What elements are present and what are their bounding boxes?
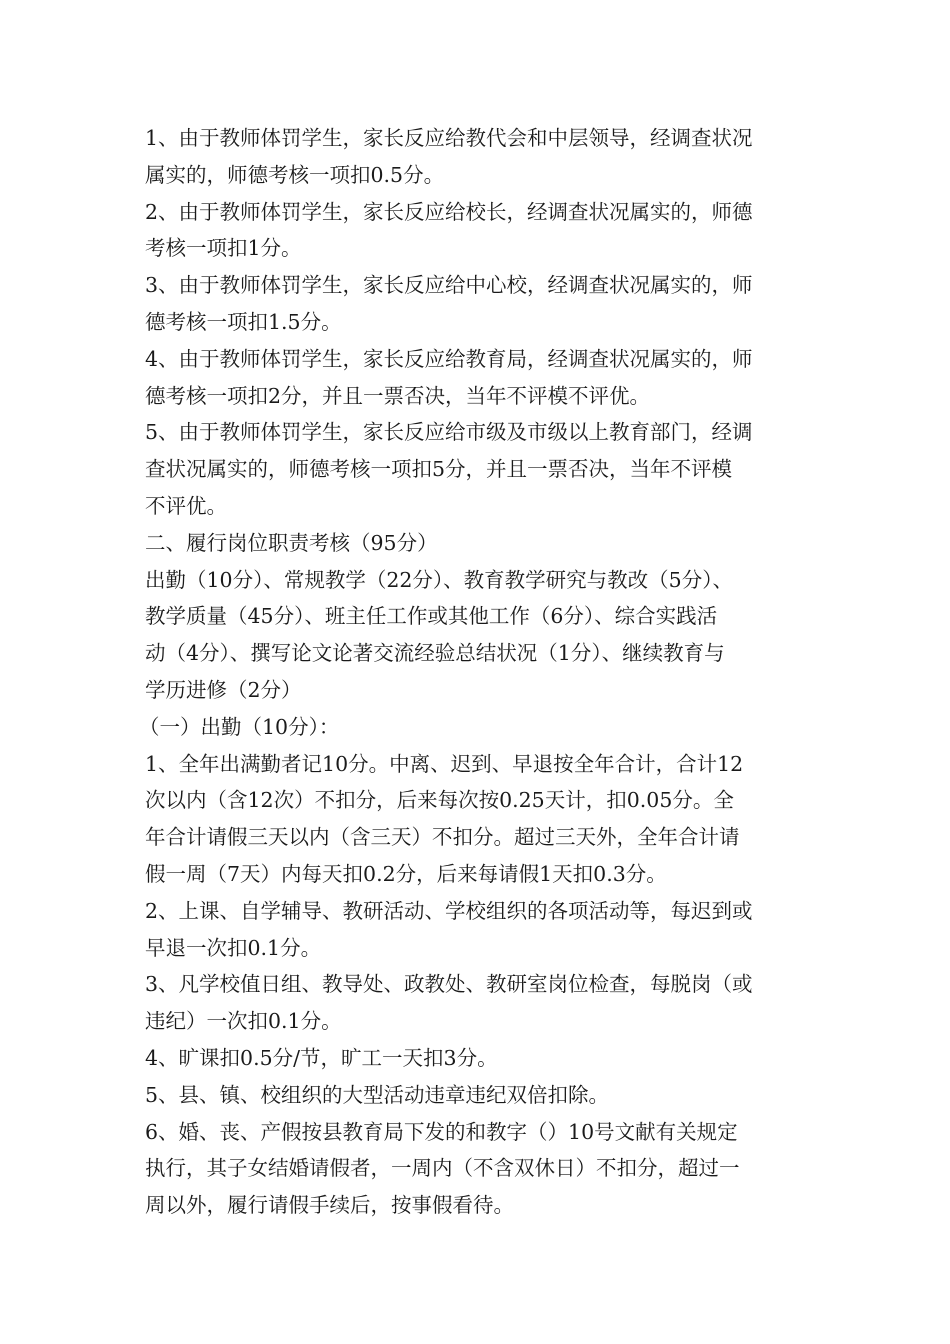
paragraph-rule-1 (145, 120, 810, 194)
text-line: 德考核一项扣1.5分。 (145, 309, 342, 334)
paragraph-attendance-1 (145, 746, 810, 893)
text-line: 3、凡学校值日组、教导处、政教处、教研室岗位检查，每脱岗（或 (145, 972, 753, 997)
text-line: 早退一次扣0.1分。 (145, 935, 322, 960)
paragraph-rule-5 (145, 414, 810, 524)
text-line: 学历进修（2分） (145, 677, 302, 702)
text-line: 6、婚、丧、产假按县教育局下发的和教字（）10号文献有关规定 (145, 1119, 738, 1144)
heading-line: 二、履行岗位职责考核（95分） (145, 530, 438, 555)
text-line: 年合计请假三天以内（含三天）不扣分。超过三天外，全年合计请 (145, 825, 740, 850)
paragraph-attendance-4 (145, 1040, 810, 1077)
text-line: 执行，其子女结婚请假者，一周内（不含双休日）不扣分，超过一 (145, 1156, 740, 1181)
paragraph-attendance-2 (145, 893, 810, 967)
text-line: 德考核一项扣2分，并且一票否决，当年不评模不评优。 (145, 383, 651, 408)
heading-line: （一）出勤（10分）： (139, 714, 340, 739)
text-line: 5、由于教师体罚学生，家长反应给市级及市级以上教育部门，经调 (145, 420, 753, 445)
text-line: 2、上课、自学辅导、教研活动、学校组织的各项活动等，每迟到或 (145, 898, 753, 923)
paragraph-rule-3 (145, 267, 810, 341)
text-line: 5、县、镇、校组织的大型活动违章违纪双倍扣除。 (145, 1082, 610, 1107)
text-line: 周以外，履行请假手续后，按事假看待。 (145, 1193, 514, 1218)
text-line: 假一周（7天）内每天扣0.2分，后来每请假1天扣0.3分。 (145, 861, 667, 886)
paragraph-attendance-6 (145, 1114, 810, 1224)
paragraph-attendance-5 (145, 1077, 810, 1114)
text-line: 属实的，师德考核一项扣0.5分。 (145, 162, 445, 187)
text-line: 教学质量（45分）、班主任工作或其他工作（6分）、综合实践活 (145, 604, 718, 629)
paragraph-attendance-3 (145, 966, 810, 1040)
text-line: 3、由于教师体罚学生，家长反应给中心校，经调查状况属实的，师 (145, 273, 753, 298)
document-page (139, 120, 810, 1224)
text-line: 1、由于教师体罚学生，家长反应给教代会和中层领导，经调查状况 (145, 126, 753, 150)
text-line: 次以内（含12次）不扣分，后来每次按0.25天计，扣0.05分。全 (145, 788, 734, 813)
text-line: 动（4分）、撰写论文论著交流经验总结状况（1分）、继续教育与 (145, 641, 725, 666)
text-line: 查状况属实的，师德考核一项扣5分，并且一票否决，当年不评模 (145, 457, 733, 482)
text-line: 考核一项扣1分。 (145, 236, 302, 261)
paragraph-assessment-items (145, 562, 810, 709)
section-heading-duty-assessment (145, 525, 810, 562)
text-line: 2、由于教师体罚学生，家长反应给校长，经调查状况属实的，师德 (145, 199, 753, 224)
text-line: 不评优。 (145, 493, 227, 518)
text-line: 出勤（10分）、常规教学（22分）、教育教学研究与教改（5分）、 (145, 567, 733, 592)
subsection-heading-attendance (139, 709, 810, 746)
text-line: 4、旷课扣0.5分/节，旷工一天扣3分。 (145, 1045, 498, 1070)
paragraph-rule-4 (145, 341, 810, 415)
text-line: 4、由于教师体罚学生，家长反应给教育局，经调查状况属实的，师 (145, 346, 753, 371)
paragraph-rule-2 (145, 194, 810, 268)
text-line: 违纪）一次扣0.1分。 (145, 1009, 342, 1034)
text-line: 1、全年出满勤者记10分。中离、迟到、早退按全年合计，合计12 (145, 751, 744, 776)
